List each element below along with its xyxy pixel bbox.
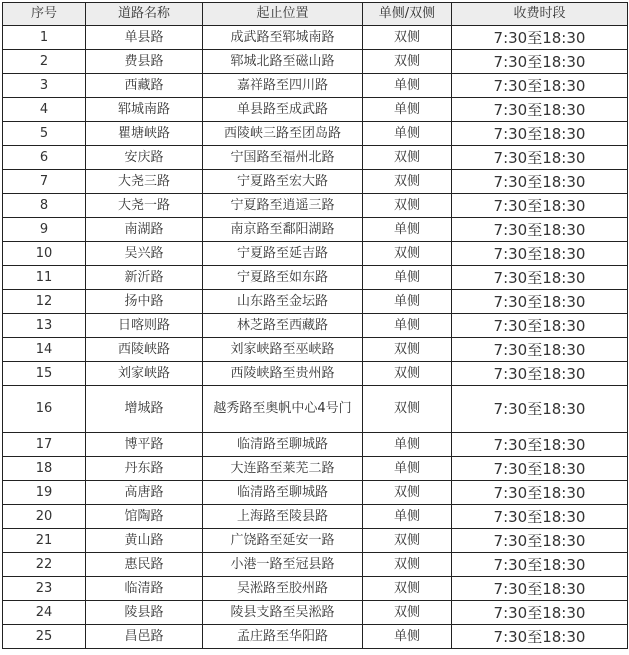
cell-side: 双侧: [363, 170, 452, 194]
cell-time: 7:30至18:30: [452, 290, 628, 314]
cell-side: 单侧: [363, 266, 452, 290]
cell-range: 上海路至陵县路: [203, 505, 363, 529]
cell-no: 22: [3, 553, 86, 577]
cell-time: 7:30至18:30: [452, 386, 628, 433]
cell-no: 14: [3, 338, 86, 362]
cell-range: 西陵峡三路至团岛路: [203, 122, 363, 146]
cell-time: 7:30至18:30: [452, 338, 628, 362]
table-row: [3, 481, 628, 505]
cell-range: 郓城北路至磁山路: [203, 50, 363, 74]
cell-range: 宁夏路至如东路: [203, 266, 363, 290]
cell-range: 山东路至金坛路: [203, 290, 363, 314]
cell-road: 郓城南路: [86, 98, 203, 122]
cell-time: 7:30至18:30: [452, 170, 628, 194]
cell-range: 单县路至成武路: [203, 98, 363, 122]
cell-road: 扬中路: [86, 290, 203, 314]
cell-time: 7:30至18:30: [452, 529, 628, 553]
cell-time: 7:30至18:30: [452, 362, 628, 386]
cell-side: 双侧: [363, 529, 452, 553]
cell-road: 馆陶路: [86, 505, 203, 529]
cell-side: 双侧: [363, 338, 452, 362]
table-row: [3, 338, 628, 362]
cell-no: 24: [3, 601, 86, 625]
cell-range: 嘉祥路至四川路: [203, 74, 363, 98]
cell-side: 单侧: [363, 74, 452, 98]
cell-range: 刘家峡路至巫峡路: [203, 338, 363, 362]
cell-range: 宁夏路至逍遥三路: [203, 194, 363, 218]
header-no: 序号: [3, 3, 86, 26]
cell-side: 单侧: [363, 625, 452, 649]
cell-no: 9: [3, 218, 86, 242]
cell-time: 7:30至18:30: [452, 481, 628, 505]
cell-time: 7:30至18:30: [452, 314, 628, 338]
cell-time: 7:30至18:30: [452, 26, 628, 50]
table-row: [3, 577, 628, 601]
cell-road: 安庆路: [86, 146, 203, 170]
cell-range: 小港一路至冠县路: [203, 553, 363, 577]
cell-road: 惠民路: [86, 553, 203, 577]
cell-range: 孟庄路至华阳路: [203, 625, 363, 649]
cell-side: 单侧: [363, 505, 452, 529]
cell-range: 南京路至鄱阳湖路: [203, 218, 363, 242]
header-range: 起止位置: [203, 3, 363, 26]
cell-road: 大尧一路: [86, 194, 203, 218]
cell-side: 双侧: [363, 577, 452, 601]
cell-side: 双侧: [363, 553, 452, 577]
cell-no: 4: [3, 98, 86, 122]
table-row: [3, 457, 628, 481]
cell-side: 单侧: [363, 290, 452, 314]
cell-range: 宁国路至福州北路: [203, 146, 363, 170]
table-row: [3, 266, 628, 290]
cell-no: 6: [3, 146, 86, 170]
cell-no: 21: [3, 529, 86, 553]
cell-time: 7:30至18:30: [452, 122, 628, 146]
cell-time: 7:30至18:30: [452, 242, 628, 266]
cell-side: 单侧: [363, 314, 452, 338]
cell-time: 7:30至18:30: [452, 433, 628, 457]
table-row: [3, 625, 628, 649]
cell-side: 单侧: [363, 122, 452, 146]
cell-road: 南湖路: [86, 218, 203, 242]
cell-road: 刘家峡路: [86, 362, 203, 386]
table-row: [3, 194, 628, 218]
table-row: [3, 122, 628, 146]
cell-road: 西陵峡路: [86, 338, 203, 362]
cell-road: 博平路: [86, 433, 203, 457]
table-row: [3, 50, 628, 74]
cell-no: 19: [3, 481, 86, 505]
cell-range: 越秀路至奥帆中心4号门: [203, 386, 363, 433]
header-time: 收费时段: [452, 3, 628, 26]
cell-no: 18: [3, 457, 86, 481]
cell-no: 25: [3, 625, 86, 649]
cell-range: 临清路至聊城路: [203, 433, 363, 457]
cell-road: 西藏路: [86, 74, 203, 98]
cell-no: 15: [3, 362, 86, 386]
table-row: [3, 601, 628, 625]
table-row: [3, 553, 628, 577]
cell-no: 16: [3, 386, 86, 433]
cell-time: 7:30至18:30: [452, 505, 628, 529]
cell-range: 大连路至莱芜二路: [203, 457, 363, 481]
table-row: [3, 26, 628, 50]
parking-fee-table: [2, 2, 628, 649]
cell-no: 23: [3, 577, 86, 601]
cell-side: 双侧: [363, 50, 452, 74]
cell-side: 双侧: [363, 481, 452, 505]
header-side: 单侧/双侧: [363, 3, 452, 26]
cell-no: 7: [3, 170, 86, 194]
cell-range: 宁夏路至宏大路: [203, 170, 363, 194]
header-road: 道路名称: [86, 3, 203, 26]
cell-road: 昌邑路: [86, 625, 203, 649]
cell-road: 单县路: [86, 26, 203, 50]
table-row: [3, 433, 628, 457]
cell-time: 7:30至18:30: [452, 601, 628, 625]
cell-time: 7:30至18:30: [452, 146, 628, 170]
cell-no: 11: [3, 266, 86, 290]
cell-range: 广饶路至延安一路: [203, 529, 363, 553]
cell-no: 13: [3, 314, 86, 338]
cell-no: 1: [3, 26, 86, 50]
table-row: [3, 529, 628, 553]
table-row: [3, 74, 628, 98]
cell-side: 双侧: [363, 26, 452, 50]
cell-side: 双侧: [363, 146, 452, 170]
table-row: [3, 170, 628, 194]
cell-road: 陵县路: [86, 601, 203, 625]
table-row: [3, 146, 628, 170]
cell-time: 7:30至18:30: [452, 74, 628, 98]
cell-road: 大尧三路: [86, 170, 203, 194]
cell-side: 双侧: [363, 242, 452, 266]
table-row: [3, 386, 628, 433]
table-row: [3, 505, 628, 529]
cell-no: 3: [3, 74, 86, 98]
cell-time: 7:30至18:30: [452, 218, 628, 242]
cell-road: 吴兴路: [86, 242, 203, 266]
cell-side: 单侧: [363, 218, 452, 242]
cell-time: 7:30至18:30: [452, 625, 628, 649]
cell-range: 吴淞路至胶州路: [203, 577, 363, 601]
cell-road: 增城路: [86, 386, 203, 433]
cell-no: 10: [3, 242, 86, 266]
cell-time: 7:30至18:30: [452, 194, 628, 218]
cell-side: 单侧: [363, 433, 452, 457]
cell-time: 7:30至18:30: [452, 457, 628, 481]
cell-range: 陵县支路至吴淞路: [203, 601, 363, 625]
cell-road: 临清路: [86, 577, 203, 601]
cell-side: 单侧: [363, 457, 452, 481]
cell-time: 7:30至18:30: [452, 553, 628, 577]
cell-road: 丹东路: [86, 457, 203, 481]
cell-road: 高唐路: [86, 481, 203, 505]
cell-side: 双侧: [363, 601, 452, 625]
cell-range: 成武路至郓城南路: [203, 26, 363, 50]
table-row: [3, 314, 628, 338]
table-row: [3, 98, 628, 122]
cell-time: 7:30至18:30: [452, 98, 628, 122]
cell-side: 双侧: [363, 386, 452, 433]
cell-range: 西陵峡路至贵州路: [203, 362, 363, 386]
cell-road: 黄山路: [86, 529, 203, 553]
cell-no: 5: [3, 122, 86, 146]
cell-time: 7:30至18:30: [452, 577, 628, 601]
cell-road: 新沂路: [86, 266, 203, 290]
cell-road: 费县路: [86, 50, 203, 74]
cell-no: 20: [3, 505, 86, 529]
cell-range: 临清路至聊城路: [203, 481, 363, 505]
table-row: [3, 362, 628, 386]
cell-time: 7:30至18:30: [452, 266, 628, 290]
cell-side: 双侧: [363, 194, 452, 218]
cell-road: 瞿塘峡路: [86, 122, 203, 146]
cell-no: 2: [3, 50, 86, 74]
cell-range: 林芝路至西藏路: [203, 314, 363, 338]
cell-no: 8: [3, 194, 86, 218]
cell-time: 7:30至18:30: [452, 50, 628, 74]
cell-no: 12: [3, 290, 86, 314]
table-row: [3, 242, 628, 266]
cell-side: 单侧: [363, 98, 452, 122]
table-row: [3, 218, 628, 242]
cell-no: 17: [3, 433, 86, 457]
cell-side: 双侧: [363, 362, 452, 386]
header-row: [3, 3, 628, 26]
table-row: [3, 290, 628, 314]
cell-range: 宁夏路至延吉路: [203, 242, 363, 266]
cell-road: 日喀则路: [86, 314, 203, 338]
